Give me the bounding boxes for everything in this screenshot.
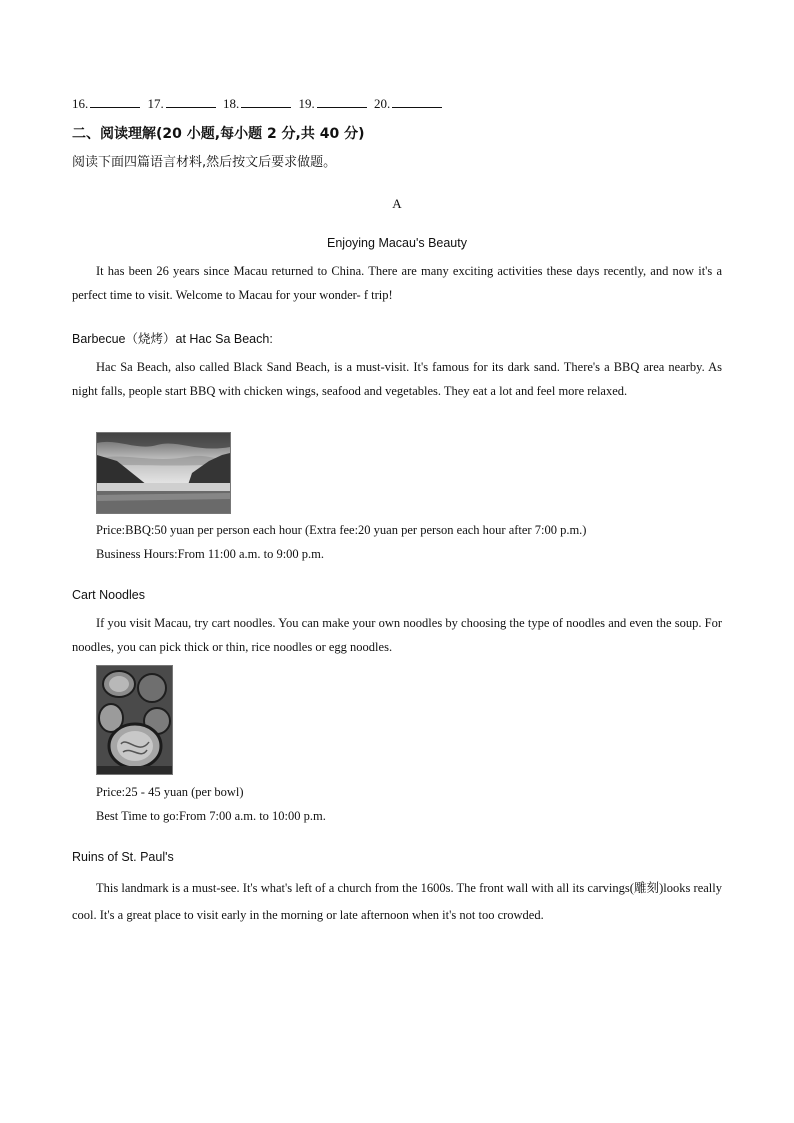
item-hours-barbecue: Business Hours:From 11:00 a.m. to 9:00 p.m. [96, 547, 325, 561]
answer-blank-20[interactable] [392, 96, 442, 108]
passage-title: Enjoying Macau's Beauty [327, 236, 467, 250]
answer-blanks-line [72, 96, 446, 112]
blank-label-16: 16. [72, 96, 89, 111]
passage-intro: It has been 26 years since Macau returned to China. There are many exciting activities these days recently, and now it's a perfect time to visit. Welcome to Macau for your wonder- f trip! [72, 264, 722, 302]
blank-label-17: 17. [147, 96, 164, 111]
item-text-barbecue: Hac Sa Beach, also called Black Sand Beach, is a must-visit. It's famous for its dark sand. There's a BBQ area nearby. As night falls, people start BBQ with chicken wings, seafood and vegetables. They eat a lot and feel more relaxed. [72, 360, 722, 398]
noodles-photo [96, 665, 173, 775]
beach-photo [96, 432, 231, 514]
answer-blank-19[interactable] [317, 96, 367, 108]
item-price-cart-noodles: Price:25 - 45 yuan (per bowl) [96, 785, 244, 799]
item-heading-barbecue: Barbecue（烧烤）at Hac Sa Beach: [72, 332, 273, 346]
answer-blank-16[interactable] [90, 96, 140, 108]
item-text-cart-noodles: If you visit Macau, try cart noodles. You can make your own noodles by choosing the type of noodles and even the soup. For noodles, you can pick thick or thin, rice noodles or egg noodles. [72, 616, 722, 654]
item-heading-ruins: Ruins of St. Paul's [72, 850, 174, 864]
passage-letter: A [392, 196, 402, 211]
item-text-ruins: This landmark is a must-see. It's what's left of a church from the 1600s. The front wall with all its carvings(雕刻)looks really cool. It's a great place to visit early in the morning or late afternoon when it's not too crowded. [72, 881, 722, 922]
answer-blank-18[interactable] [241, 96, 291, 108]
answer-blank-17[interactable] [166, 96, 216, 108]
section-title: 二、阅读理解(20 小题,每小题 2 分,共 40 分) [72, 126, 365, 142]
blank-label-18: 18. [223, 96, 240, 111]
item-heading-cart-noodles: Cart Noodles [72, 588, 145, 602]
section-instruction: 阅读下面四篇语言材料,然后按文后要求做题。 [72, 155, 337, 170]
blank-label-19: 19. [298, 96, 315, 111]
item-hours-cart-noodles: Best Time to go:From 7:00 a.m. to 10:00 p.m. [96, 809, 326, 823]
item-price-barbecue: Price:BBQ:50 yuan per person each hour (Extra fee:20 yuan per person each hour after 7:00 p.m.) [96, 523, 587, 537]
blank-label-20: 20. [374, 96, 391, 111]
